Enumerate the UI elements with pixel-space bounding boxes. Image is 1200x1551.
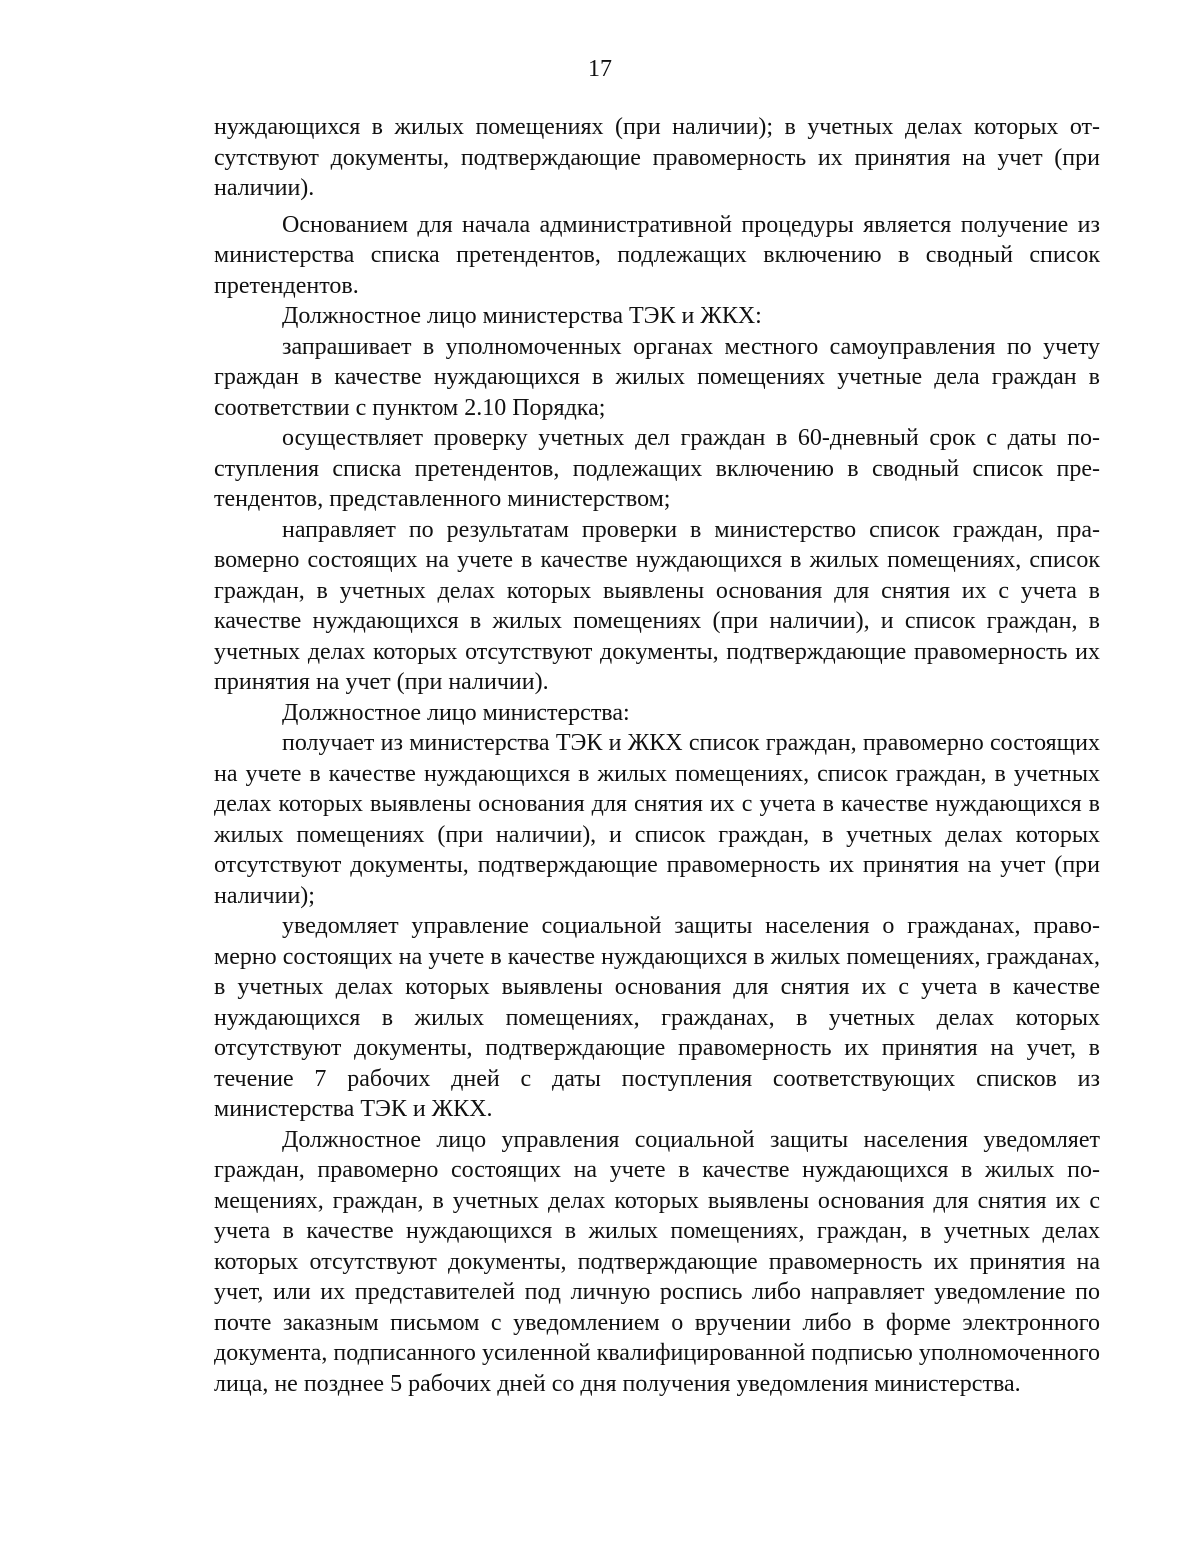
paragraph-checks: осуществляет проверку учетных дел граждан в 60-дневный срок с даты поступления списка претендентов, подлежащих включению в сводный список претендентов, представленного министерством;	[214, 425, 1100, 512]
page-number: 17	[588, 56, 612, 82]
paragraph-social-protection: Должностное лицо управления социальной защиты населения уведомляет граждан, правомерно состоящих на учете в качестве нуждающихся в жилых помещениях, граждан, в учетных делах которых выявлены основания для снятия их с учета в качестве нуждающихся в жилых помещениях, граждан, в учетных делах которых отсутствуют документы, подтверждающие правомерность их принятия на учет, или их представителей под личную роспись либо направляет уведомление по почте заказным письмом с уведомлением о вручении либо в форме электронного документа, подписанного усиленной квалифицированной подписью уполномоченного лица, не позднее 5 рабочих дней со дня получения уведомления министерства.	[214, 1126, 1100, 1397]
paragraph-requests: запрашивает в уполномоченных органах местного самоуправления по учету граждан в качестве нуждающихся в жилых помещениях учетные дела граждан в соответствии с пунктом 2.10 Порядка;	[214, 333, 1100, 421]
body-text	[214, 112, 1100, 1399]
paragraph-basis: Основанием для начала административной процедуры является получение из министерства списка претендентов, подлежащих включению в сводный список претендентов.	[214, 211, 1100, 299]
paragraph-sends: направляет по результатам проверки в министерство список граждан, правомерно состоящих на учете в качестве нуждающихся в жилых помещениях, список граждан, в учетных делах которых выявлены основания для снятия их с учета в качестве нуждающихся в жилых помещениях (при наличии), и список граждан, в учетных делах которых отсутствуют документы, подтверждающие правомерность их принятия на учет (при наличии).	[214, 516, 1100, 695]
paragraph-tek-official: Должностное лицо министерства ТЭК и ЖКХ:	[282, 303, 762, 329]
paragraph-ministry-official: Должностное лицо министерства:	[282, 699, 630, 726]
paragraph-continuation: нуждающихся в жилых помещениях (при наличии); в учетных делах которых отсутствуют документы, подтверждающие правомерность их принятия на учет (при наличии).	[214, 114, 1100, 201]
paragraph-notifies: уведомляет управление социальной защиты населения о гражданах, правомерно состоящих на учете в качестве нуждающихся в жилых помещениях, гражданах, в учетных делах которых выявлены основания для снятия их с учета в качестве нуждающихся в жилых помещениях, гражданах, в учетных делах которых отсутствуют документы, подтверждающие правомерность их принятия на учет, в течение 7 рабочих дней с даты поступления соответствующих списков из министерства ТЭК и ЖКХ.	[214, 913, 1100, 1122]
paragraph-receives: получает из министерства ТЭК и ЖКХ список граждан, правомерно состоящих на учете в качестве нуждающихся в жилых помещениях, список граждан, в учетных делах которых выявлены основания для снятия их с учета в качестве нуждающихся в жилых помещениях (при наличии), и список граждан, в учетных делах которых отсутствуют документы, подтверждающие правомерность их принятия на учет (при наличии);	[214, 730, 1100, 909]
